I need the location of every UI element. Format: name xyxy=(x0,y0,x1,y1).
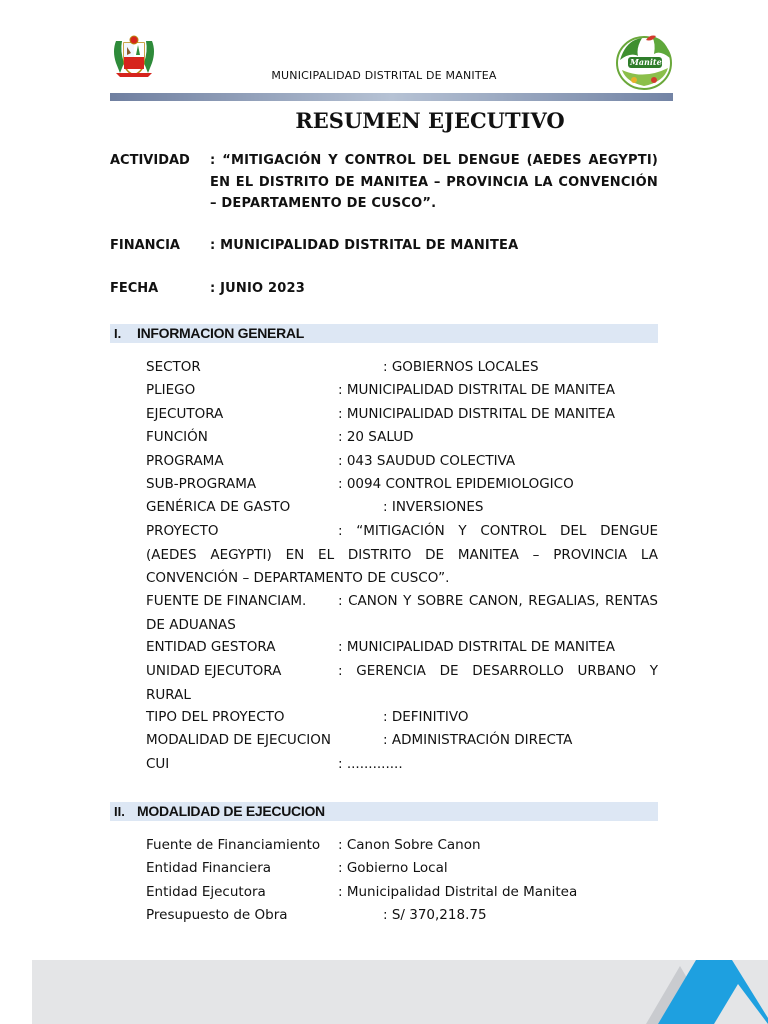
logo-text: Manitea xyxy=(630,57,667,67)
field-label: Entidad Ejecutora xyxy=(146,884,266,900)
financing-label: FINANCIA xyxy=(110,238,180,253)
project-field xyxy=(146,520,658,591)
date-value: : JUNIO 2023 xyxy=(210,281,305,296)
field-label: FUNCIÓN xyxy=(146,429,208,445)
field-value: : “MITIGACIÓN Y CONTROL DEL DENGUE (AEDES AEGYPTI) EN EL DISTRITO DE MANITEA – PROVINCIA LA CONVENCIÓN – DEPARTAMENTO DE CUSCO”. xyxy=(146,523,658,586)
header-divider xyxy=(110,93,673,101)
field-label: ENTIDAD GESTORA xyxy=(146,639,276,655)
field-value: : DEFINITIVO xyxy=(383,709,469,725)
header-title: MUNICIPALIDAD DISTRITAL DE MANITEA xyxy=(271,69,497,82)
field-value: : Municipalidad Distrital de Manitea xyxy=(338,884,578,900)
field-label: SECTOR xyxy=(146,359,201,375)
field-value: : MUNICIPALIDAD DISTRITAL DE MANITEA xyxy=(338,382,615,398)
activity-value: : “MITIGACIÓN Y CONTROL DEL DENGUE (AEDES AEGYPTI) EN EL DISTRITO DE MANITEA – PROVINCIA LA CONVENCIÓN – DEPARTAMENTO DE CUSCO”. xyxy=(210,153,658,211)
funding-source-field xyxy=(146,590,658,637)
section-1-title: INFORMACION GENERAL xyxy=(137,325,304,341)
section-2-title: MODALIDAD DE EJECUCION xyxy=(137,803,325,819)
field-value: : Canon Sobre Canon xyxy=(338,837,481,853)
manitea-logo-icon xyxy=(612,30,676,92)
field-label: PROGRAMA xyxy=(146,453,224,469)
field-value: : GERENCIA DE DESARROLLO URBANO Y RURAL xyxy=(146,663,658,703)
field-value: : MUNICIPALIDAD DISTRITAL DE MANITEA xyxy=(338,639,615,655)
field-label: SUB-PROGRAMA xyxy=(146,476,257,492)
field-value: : CANON Y SOBRE CANON, REGALIAS, RENTAS DE ADUANAS xyxy=(146,593,658,633)
field-label: PLIEGO xyxy=(146,382,196,398)
field-label: PROYECTO xyxy=(146,523,219,539)
field-label: Fuente de Financiamiento xyxy=(146,837,321,853)
field-label: Entidad Financiera xyxy=(146,860,272,876)
field-value: : 0094 CONTROL EPIDEMIOLOGICO xyxy=(338,476,574,492)
field-value: : INVERSIONES xyxy=(383,499,484,515)
footer-decoration-icon xyxy=(618,960,768,1024)
field-value: : Gobierno Local xyxy=(338,860,448,876)
field-label: MODALIDAD DE EJECUCION xyxy=(146,732,331,748)
executing-unit-field xyxy=(146,660,658,707)
field-label: CUI xyxy=(146,756,170,772)
financing-value: : MUNICIPALIDAD DISTRITAL DE MANITEA xyxy=(210,238,519,253)
field-value: : ............. xyxy=(338,756,403,772)
field-value: : 043 SAUDUD COLECTIVA xyxy=(338,453,516,469)
field-value: : GOBIERNOS LOCALES xyxy=(383,359,539,375)
field-value: : MUNICIPALIDAD DISTRITAL DE MANITEA xyxy=(338,406,615,422)
field-value: : ADMINISTRACIÓN DIRECTA xyxy=(383,732,573,748)
field-label: TIPO DEL PROYECTO xyxy=(146,709,285,725)
field-label: UNIDAD EJECUTORA xyxy=(146,663,282,679)
field-label: GENÉRICA DE GASTO xyxy=(146,499,291,515)
field-label: Presupuesto de Obra xyxy=(146,907,288,923)
section-1-number: I. xyxy=(114,326,122,341)
field-label: EJECUTORA xyxy=(146,406,224,422)
section-2-number: II. xyxy=(114,804,125,819)
field-value: : S/ 370,218.75 xyxy=(383,907,487,923)
field-value: : 20 SALUD xyxy=(338,429,414,445)
document-title: RESUMEN EJECUTIVO xyxy=(295,108,565,133)
date-label: FECHA xyxy=(110,281,159,296)
field-label: FUENTE DE FINANCIAM. xyxy=(146,593,307,609)
activity-label: ACTIVIDAD xyxy=(110,153,190,168)
